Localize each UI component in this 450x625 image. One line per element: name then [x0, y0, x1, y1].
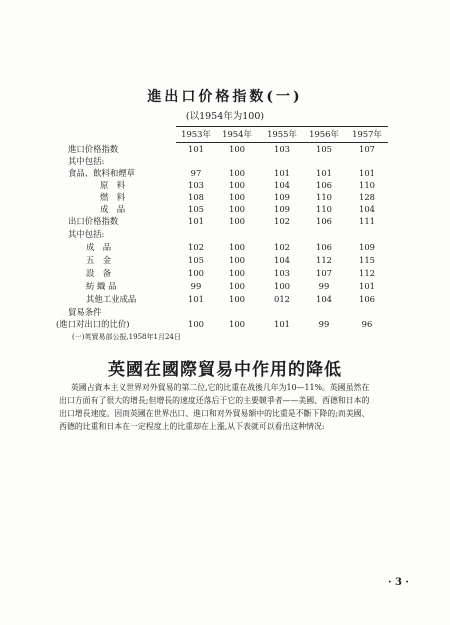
table-cell: 109	[274, 192, 290, 202]
header-cell: 1957年	[352, 129, 382, 139]
row-label: 成 品	[100, 204, 126, 214]
header-cell: 1953年	[181, 129, 211, 139]
table-cell: 110	[316, 204, 332, 214]
row-label: 紡 織 品	[86, 281, 117, 291]
page-number: · 3 ·	[388, 577, 409, 588]
header-cell: 1954年	[222, 129, 252, 139]
table-cell: 108	[188, 192, 204, 202]
table-cell: 100	[274, 281, 290, 291]
table-cell: 101	[359, 281, 375, 291]
table-cell: 100	[229, 319, 245, 329]
row-label: 其他工业成品	[86, 294, 137, 304]
table-cell: 112	[359, 268, 375, 278]
table-cell: 99	[190, 281, 202, 291]
table-top-rule	[176, 126, 388, 127]
table-cell: 100	[229, 255, 245, 265]
table-subtitle: (以1954年为100)	[185, 111, 265, 122]
table-title: 進出口价格指数(一)	[147, 89, 303, 105]
table-cell: 99	[318, 281, 330, 291]
table-cell: 103	[274, 144, 290, 154]
table-cell: 100	[229, 216, 245, 226]
table-cell: 101	[188, 144, 204, 154]
table-cell: 100	[229, 192, 245, 202]
table-cell: 100	[229, 281, 245, 291]
table-cell: 101	[188, 294, 204, 304]
table-cell: 105	[188, 204, 204, 214]
row-label: 燃 料	[100, 192, 126, 202]
article-title: 英國在國際貿易中作用的降低	[108, 360, 342, 380]
header-cell: 1955年	[267, 129, 297, 139]
row-label: 其中包括:	[68, 229, 105, 239]
row-label: 原 料	[100, 180, 126, 190]
table-cell: 100	[229, 242, 245, 252]
table-cell: 101	[359, 168, 375, 178]
table-cell: 111	[359, 216, 375, 226]
row-label: 成 品	[86, 242, 112, 252]
paragraph-line: 出口增長速度。因而英國在世界出口、進口和对外貿易額中的比重是不斷下降的;而美國、	[59, 409, 370, 418]
row-label: 五 金	[86, 255, 112, 265]
table-cell: 102	[188, 242, 204, 252]
table-cell: 100	[188, 319, 204, 329]
table-cell: 115	[359, 255, 375, 265]
table-cell: 104	[316, 294, 332, 304]
table-cell: 106	[316, 180, 332, 190]
table-cell: 106	[359, 294, 375, 304]
table-cell: 101	[274, 168, 290, 178]
table-cell: 100	[229, 294, 245, 304]
table-cell: 012	[274, 294, 290, 304]
table-cell: 105	[316, 144, 332, 154]
paragraph-line: 西德的比重和日本在一定程度上的比重却在上漲,从下表就可以看出这种情况:	[59, 422, 325, 431]
table-cell: 107	[316, 268, 332, 278]
table-cell: 100	[229, 204, 245, 214]
table-cell: 100	[229, 144, 245, 154]
table-cell: 112	[316, 255, 332, 265]
row-label: 其中包括:	[68, 156, 105, 166]
table-cell: 110	[359, 180, 375, 190]
row-label: 進口价格指数	[68, 144, 119, 154]
table-cell: 128	[359, 192, 375, 202]
table-cell: 106	[316, 216, 332, 226]
table-cell: 109	[274, 204, 290, 214]
table-cell: 104	[274, 180, 290, 190]
table-cell: 102	[274, 216, 290, 226]
row-label: (進口对出口的比价)	[56, 319, 130, 329]
table-cell: 104	[359, 204, 375, 214]
table-cell: 110	[316, 192, 332, 202]
table-cell: 101	[274, 319, 290, 329]
table-cell: 104	[274, 255, 290, 265]
table-cell: 100	[188, 268, 204, 278]
row-label: 出口价格指数	[68, 216, 119, 226]
table-cell: 107	[359, 144, 375, 154]
table-cell: 100	[229, 268, 245, 278]
header-cell: 1956年	[309, 129, 339, 139]
table-cell: 100	[229, 168, 245, 178]
table-cell: 97	[190, 168, 202, 178]
paragraph-line: 英國占資本主义世界对外貿易的第二位,它的比重在战後几年为10—11%。英國虽然在	[71, 383, 370, 392]
table-cell: 109	[359, 242, 375, 252]
row-label: 設 备	[86, 268, 112, 278]
table-footnote: (一)英貿易部公报,1958年1月24日	[72, 333, 181, 341]
row-label: 食品、飲料和煙草	[68, 168, 135, 178]
row-label: 貿易条件	[68, 307, 102, 317]
table-cell: 103	[274, 268, 290, 278]
table-header-rule	[176, 142, 388, 143]
table-cell: 105	[188, 255, 204, 265]
table-cell: 101	[188, 216, 204, 226]
table-cell: 103	[188, 180, 204, 190]
paragraph-line: 出口方面有了很大的增長;但增長的速度还落后于它的主要競爭者——美國、西德和日本的	[59, 396, 370, 405]
table-cell: 106	[316, 242, 332, 252]
table-cell: 99	[318, 319, 330, 329]
table-cell: 100	[229, 180, 245, 190]
table-cell: 102	[274, 242, 290, 252]
table-cell: 96	[361, 319, 373, 329]
table-cell: 101	[316, 168, 332, 178]
